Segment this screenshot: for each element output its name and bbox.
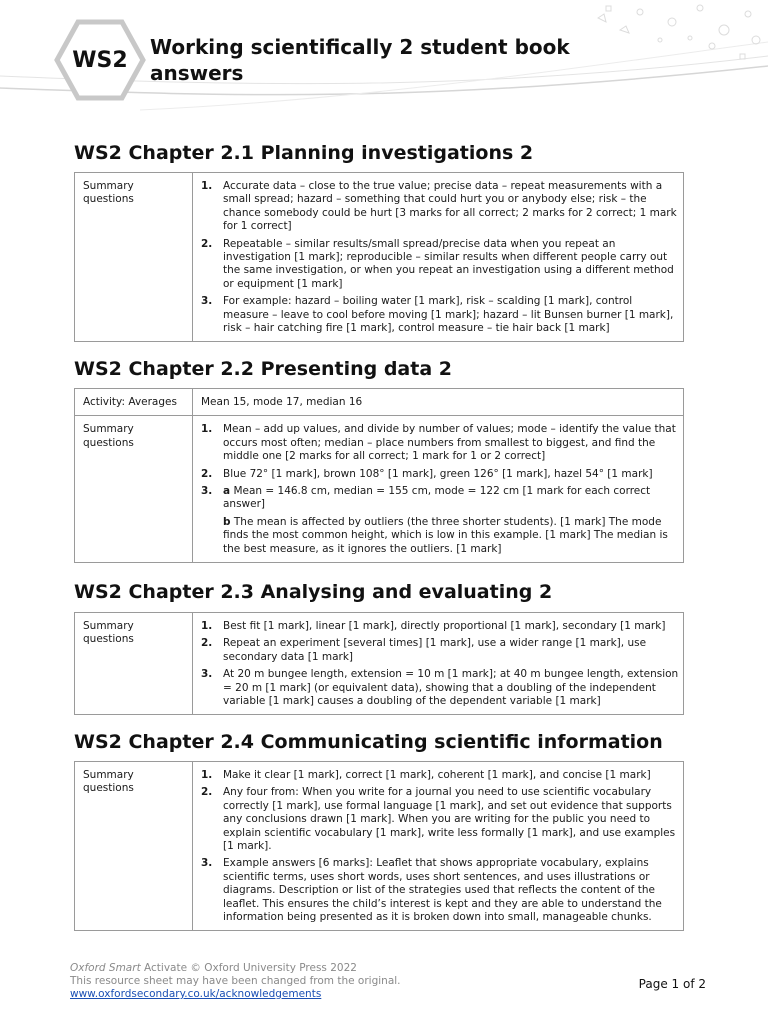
row-label: Activity: Averages xyxy=(75,389,193,416)
item-number: 3. xyxy=(201,485,213,498)
item-text: Best fit [1 mark], linear [1 mark], directly proportional [1 mark], secondary [1 mark] xyxy=(223,620,666,632)
answers-table-2-4 xyxy=(74,761,684,931)
table-row xyxy=(75,389,684,416)
sub-item-letter: a xyxy=(223,485,231,498)
item-text: Blue 72° [1 mark], brown 108° [1 mark], green 126° [1 mark], hazel 54° [1 mark] xyxy=(223,467,653,480)
row-label: Summary questions xyxy=(75,762,193,931)
list-item xyxy=(201,857,679,924)
ws2-badge xyxy=(54,18,146,102)
item-number: 3. xyxy=(201,295,213,308)
activity-answer: Mean 15, mode 17, median 16 xyxy=(201,396,363,408)
list-item xyxy=(201,637,679,664)
footer-disclaimer: This resource sheet may have been changed from the original. xyxy=(70,975,401,987)
section-heading-2-1: WS2 Chapter 2.1 Planning investigations 2 xyxy=(74,142,534,164)
section-heading-2-2: WS2 Chapter 2.2 Presenting data 2 xyxy=(74,358,452,380)
table-row xyxy=(75,613,684,715)
row-label: Summary questions xyxy=(75,173,193,342)
list-item xyxy=(201,485,679,556)
table-row xyxy=(75,762,684,931)
row-label: Summary questions xyxy=(75,416,193,563)
list-item xyxy=(201,180,679,234)
table-row xyxy=(75,416,684,563)
list-item xyxy=(201,468,679,481)
sub-item-letter: b xyxy=(223,515,231,528)
item-number: 1. xyxy=(201,180,213,192)
answers-table-2-1 xyxy=(74,172,684,342)
row-content xyxy=(193,389,684,416)
item-number: 2. xyxy=(201,467,213,480)
page-number: Page 1 of 2 xyxy=(638,977,706,991)
acknowledgements-link[interactable]: www.oxfordsecondary.co.uk/acknowledgements xyxy=(70,988,322,1000)
list-item xyxy=(201,423,679,463)
table-row xyxy=(75,173,684,342)
item-text: Repeatable – similar results/small spread/precise data when you repeat an investigation [1 mark]; reproducible – similar results when different people carry out the same investigation, or when you repeat an investigation using a different method or equipment [1 mark] xyxy=(223,237,674,290)
item-number: 2. xyxy=(201,237,213,250)
item-number: 3. xyxy=(201,857,213,870)
row-content xyxy=(193,173,684,342)
footer xyxy=(70,962,401,1001)
item-text: Make it clear [1 mark], correct [1 mark], coherent [1 mark], and concise [1 mark] xyxy=(223,769,651,781)
list-item xyxy=(201,295,679,335)
list-item xyxy=(201,620,679,633)
row-content xyxy=(193,416,684,563)
answers-table-2-2 xyxy=(74,388,684,563)
item-text: For example: hazard – boiling water [1 mark], risk – scalding [1 mark], control measure – leave to cool before moving [1 mark]; hazard – lit Bunsen burner [1 mark], risk – hair catching fire [1 mark], control measure – tie hair back [1 mark] xyxy=(223,295,674,335)
row-content xyxy=(193,613,684,715)
row-label: Summary questions xyxy=(75,613,193,715)
footer-copyright xyxy=(70,962,401,975)
page-title xyxy=(150,34,670,86)
list-item xyxy=(201,668,679,708)
list-item xyxy=(201,786,679,853)
item-text: Repeat an experiment [several times] [1 mark], use a wider range [1 mark], use secondary data [1 mark] xyxy=(223,637,647,663)
item-number: 3. xyxy=(201,668,213,681)
item-text: Any four from: When you write for a journal you need to use scientific vocabulary correctly [1 mark], use formal language [1 mark], and set out evidence that supports any conclusions drawn [1 mark]. When you are writing for the public you need to explain scientific vocabulary [1 mark], write less formally [1 mark], and use examples [1 mark]. xyxy=(223,786,676,853)
page-title-line-2: answers xyxy=(150,61,244,85)
item-number: 2. xyxy=(201,637,213,650)
section-heading-2-3: WS2 Chapter 2.3 Analysing and evaluating 2 xyxy=(74,581,553,603)
sub-item-b xyxy=(223,516,679,556)
item-number: 1. xyxy=(201,423,213,436)
list-item xyxy=(201,238,679,292)
sub-item-text: The mean is affected by outliers (the three shorter students). [1 mark] The mode finds the most common height, which is low in this example. [1 mark] The median is the best measure, as it ignores the outliers. [1 mark] xyxy=(223,515,668,555)
footer-copyright-text: Activate © Oxford University Press 2022 xyxy=(140,962,357,974)
page-title-line-1: Working scientifically 2 student book xyxy=(150,35,570,59)
sub-item-text: Mean = 146.8 cm, median = 155 cm, mode = 122 cm [1 mark for each correct answer] xyxy=(223,485,651,511)
item-text: At 20 m bungee length, extension = 10 m [1 mark]; at 40 m bungee length, extension = 20 m [1 mark] (or equivalent data), showing that a doubling of the independent variable [1 mark] causes a doubling of the dependent variable [1 mark] xyxy=(223,668,679,708)
item-number: 1. xyxy=(201,769,213,781)
item-number: 1. xyxy=(201,620,213,632)
answers-table-2-3 xyxy=(74,612,684,715)
item-number: 2. xyxy=(201,786,213,799)
row-content xyxy=(193,762,684,931)
item-text: Example answers [6 marks]: Leaflet that shows appropriate vocabulary, explains scientific terms, uses short words, uses short sentences, and uses illustrations or diagrams. Description or list of the strategies used that reflects the content of the leaflet. This ensures the child’s interest is kept and they are able to understand the information being presented as it is broken down into small, manageable chunks. xyxy=(223,857,662,924)
list-item xyxy=(201,769,679,782)
footer-brand: Oxford Smart xyxy=(70,962,141,974)
item-text-group xyxy=(223,485,679,556)
section-heading-2-4: WS2 Chapter 2.4 Communicating scientific information xyxy=(74,731,663,753)
item-text: Mean – add up values, and divide by number of values; mode – identify the value that occurs most often; median – place numbers from smallest to biggest, and find the middle one [2 marks for all correct; 1 mark for 1 or 2 correct] xyxy=(223,423,676,463)
item-text: Accurate data – close to the true value; precise data – repeat measurements with a small spread; hazard – something that could hurt you or anybody else; risk – the chance somebody could be hurt [3 marks for all correct; 2 marks for 2 correct; 1 mark for 1 correct] xyxy=(223,180,677,233)
badge-label: WS2 xyxy=(72,47,128,73)
